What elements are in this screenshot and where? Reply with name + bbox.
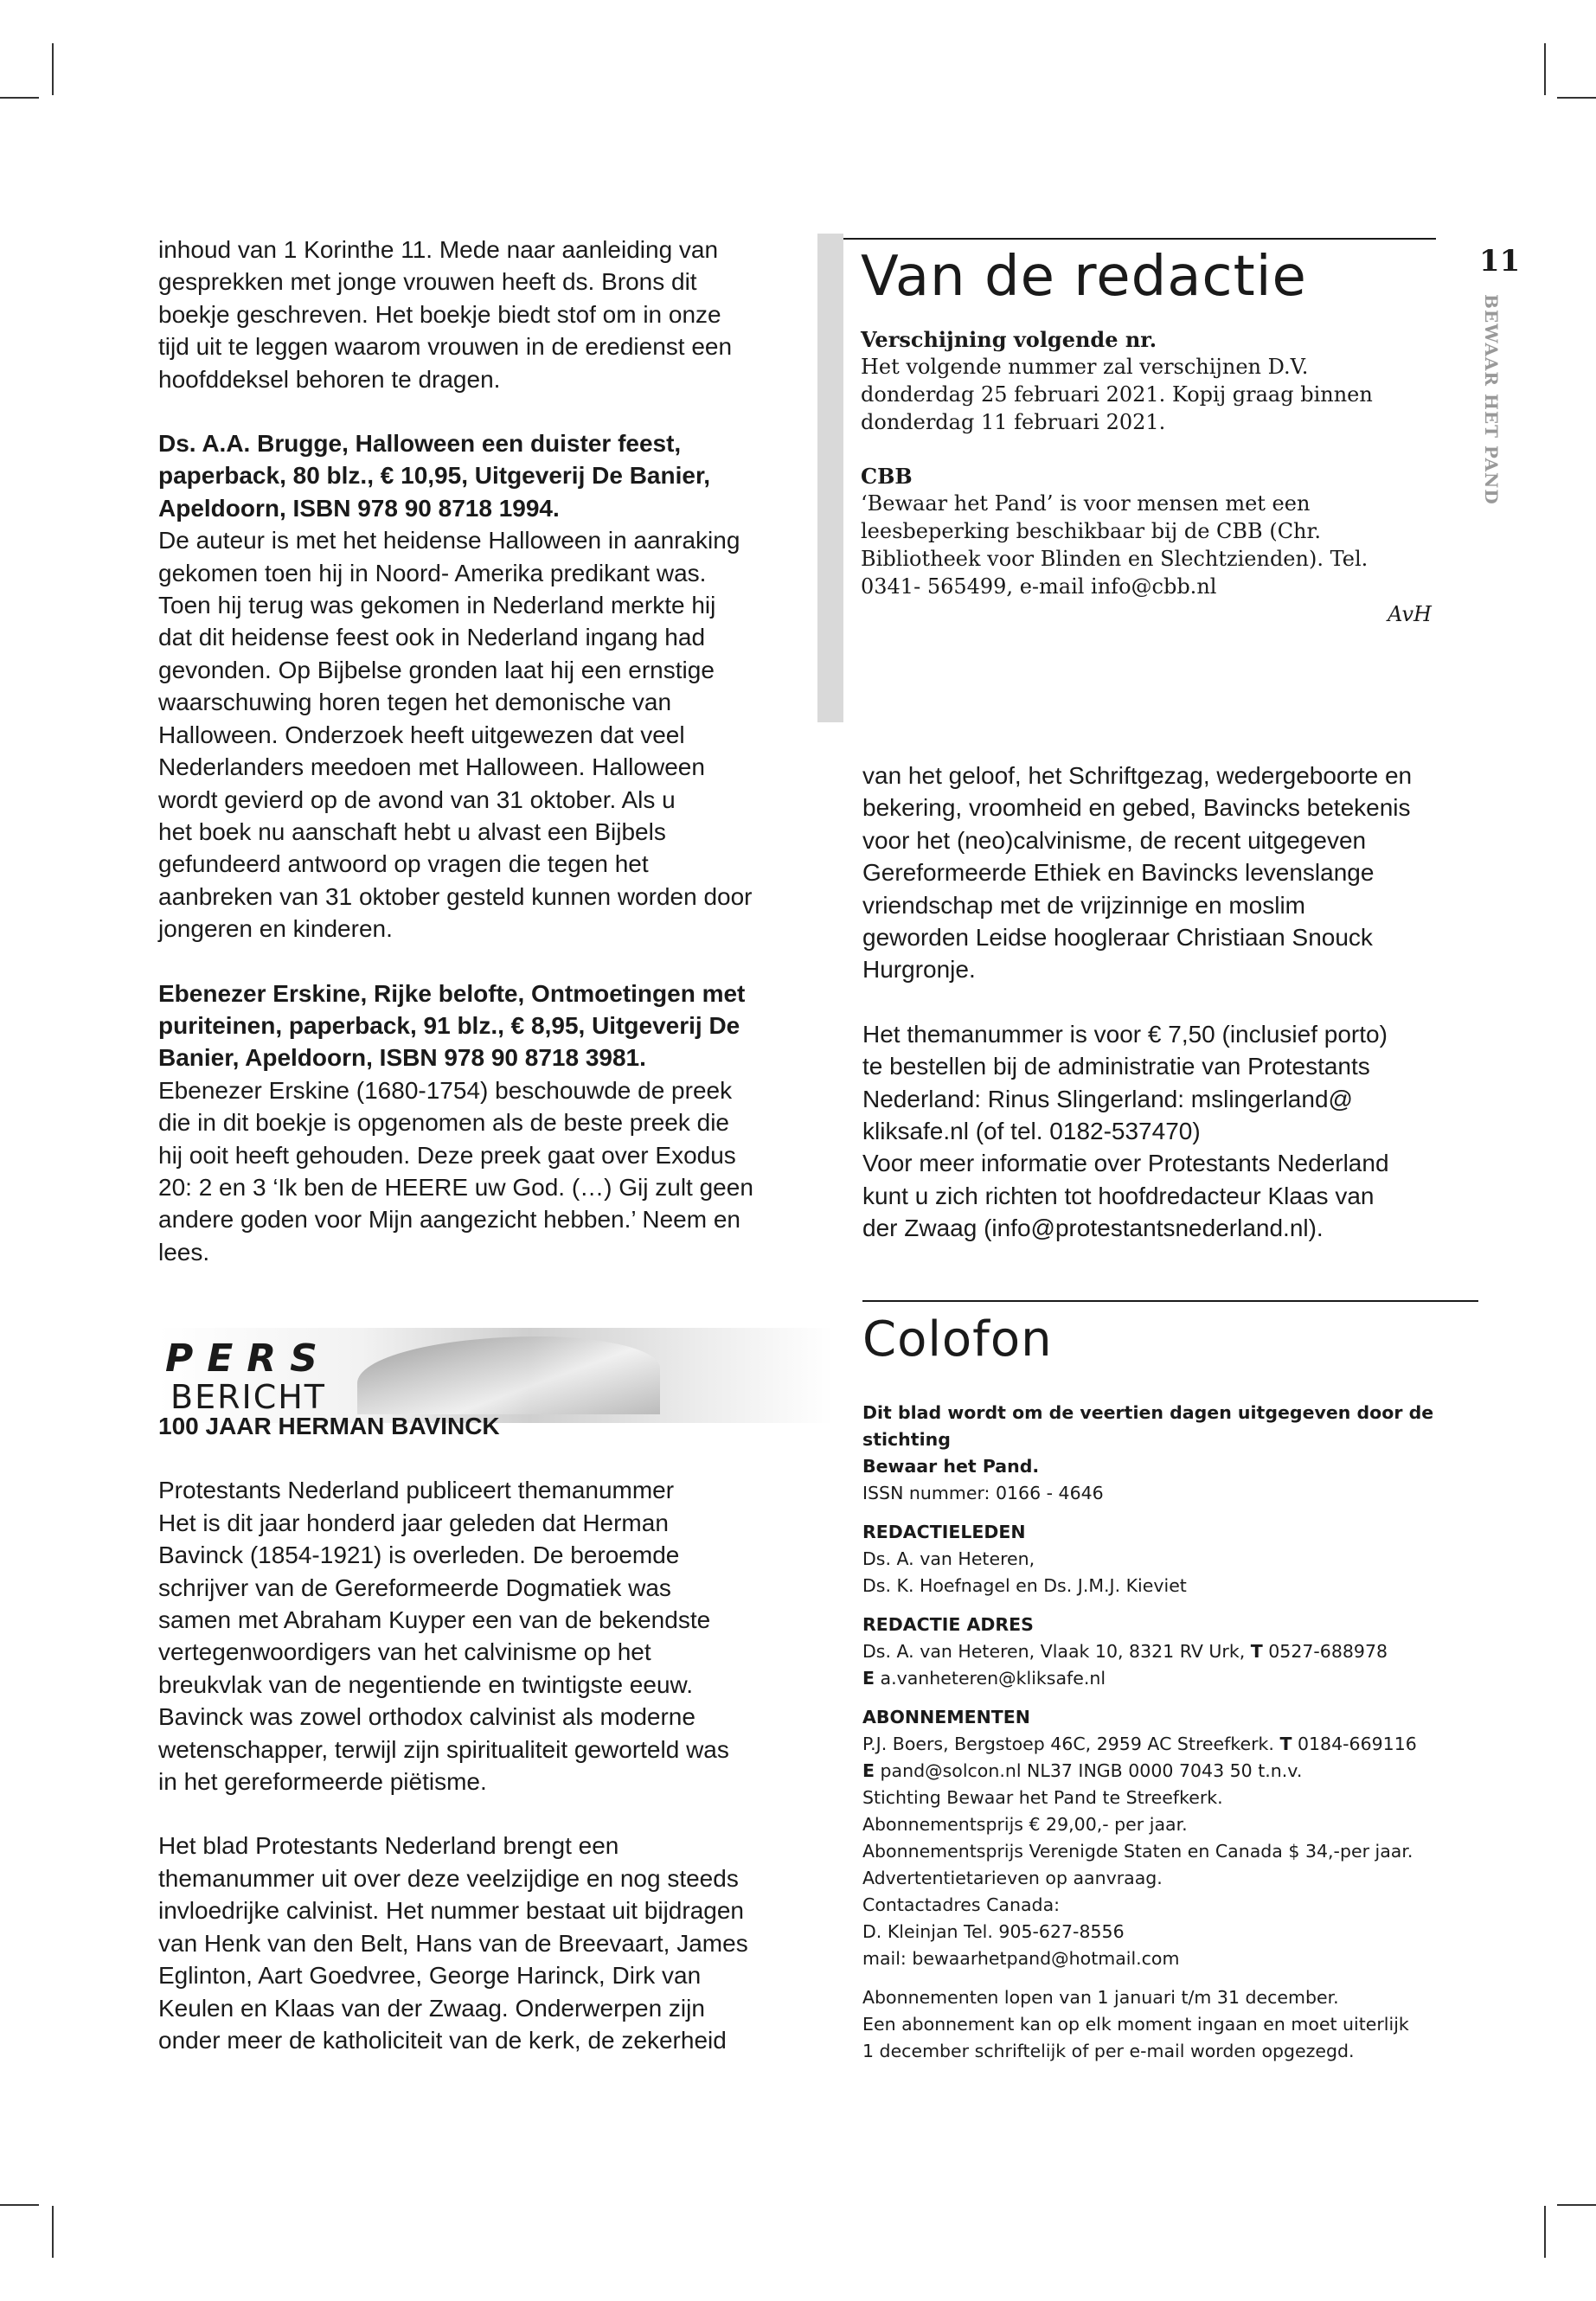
text-line: Ds. K. Hoefnagel en Ds. J.M.J. Kieviet	[862, 1575, 1187, 1596]
text-line: Ebenezer Erskine (1680-1754) beschouwde de preek	[158, 1076, 733, 1104]
crop-mark	[1544, 2206, 1546, 2258]
text-line: boekje geschreven. Het boekje biedt stof om in onze	[158, 300, 721, 328]
text-line: onder meer de katholiciteit van de kerk, de zekerheid	[158, 2026, 727, 2054]
text-line: der Zwaag (info@protestantsnederland.nl).	[862, 1215, 1324, 1242]
redactie-top-rule	[843, 238, 1436, 240]
text-line: Het is dit jaar honderd jaar geleden dat Herman	[158, 1509, 669, 1536]
text-line: dat dit heidense feest ook in Nederland ingang had	[158, 624, 706, 651]
left-column	[158, 234, 790, 1268]
crop-mark	[52, 43, 54, 95]
text-line: Halloween. Onderzoek heeft uitgewezen dat veel	[158, 721, 685, 748]
text-line: 1 december schriftelijk of per e-mail worden opgezegd.	[862, 2041, 1355, 2061]
text-line: hij ooit heeft gehouden. Deze preek gaat over Exodus	[158, 1141, 736, 1169]
text-line: donderdag 25 februari 2021. Kopij graag binnen	[861, 382, 1373, 407]
colofon	[862, 1306, 1468, 2065]
vertical-magazine-title: BEWAAR HET PAND	[1481, 294, 1502, 505]
redactie-subhead: Verschijning volgende nr.	[861, 327, 1157, 352]
text-line: gesprekken met jonge vrouwen heeft ds. Brons dit	[158, 268, 697, 296]
text-line: Advertentietarieven op aanvraag.	[862, 1868, 1163, 1888]
email-line	[862, 1665, 1468, 1692]
text-line: Ds. A. van Heteren,	[862, 1548, 1035, 1569]
text-line: kunt u zich richten tot hoofdredacteur Klaas van	[862, 1182, 1375, 1209]
crop-mark	[0, 2204, 39, 2206]
colofon-note	[862, 1984, 1468, 2065]
text-line: gekomen toen hij in Noord- Amerika predikant was.	[158, 559, 707, 586]
text-line: leesbeperking beschikbaar bij de CBB (Chr.	[861, 519, 1321, 543]
text-line: Keulen en Klaas van der Zwaag. Onderwerpen zijn	[158, 1994, 705, 2022]
text-line: D. Kleinjan Tel. 905-627-8556	[862, 1921, 1125, 1942]
colofon-intro	[862, 1400, 1468, 1480]
text-line: bekering, vroomheid en gebed, Bavincks betekenis	[862, 794, 1411, 822]
text-line: De auteur is met het heidense Halloween in aanraking	[158, 527, 740, 554]
text-line: Bavinck was zowel orthodox calvinist als moderne	[158, 1703, 695, 1731]
email-address: a.vanheteren@kliksafe.nl	[875, 1668, 1106, 1689]
text-line: Het blad Protestants Nederland brengt een	[158, 1832, 619, 1860]
redactie-title: Van de redactie	[861, 245, 1307, 309]
book-title-line: Apeldoorn, ISBN 978 90 8718 1994.	[158, 494, 560, 522]
email-label: E	[862, 1760, 875, 1781]
colofon-top-rule	[862, 1300, 1478, 1302]
crop-mark	[1544, 43, 1546, 95]
colofon-section-head: REDACTIELEDEN	[862, 1522, 1026, 1542]
text-line: van Henk van den Belt, Hans van de Breevaart, James	[158, 1929, 748, 1957]
text-line: Stichting Bewaar het Pand te Streefkerk.	[862, 1787, 1223, 1808]
phone-label: T	[1250, 1641, 1263, 1662]
text-line: mail: bewaarhetpand@hotmail.com	[862, 1948, 1180, 1969]
text-line: 0341- 565499, e-mail info@cbb.nl	[861, 574, 1217, 599]
text-line: Abonnementsprijs Verenigde Staten en Canada $ 34,-per jaar.	[862, 1841, 1413, 1862]
text-line: wetenschapper, terwijl zijn spiritualiteit geworteld was	[158, 1735, 729, 1763]
text-line: vertegenwoordigers van het calvinisme op het	[158, 1638, 651, 1666]
redactie-sidebar-bar	[817, 234, 843, 722]
text-line: Gereformeerde Ethiek en Bavincks levenslange	[862, 859, 1375, 887]
text-line: het boek nu aanschaft hebt u alvast een Bijbels	[158, 817, 666, 845]
text-line: in het gereformeerde piëtisme.	[158, 1768, 487, 1796]
address-text: Ds. A. van Heteren, Vlaak 10, 8321 RV Urk,	[862, 1641, 1251, 1662]
book-title-line: Ds. A.A. Brugge, Halloween een duister feest,	[158, 430, 682, 458]
text-line: Het themanummer is voor € 7,50 (inclusief porto)	[862, 1020, 1388, 1048]
colofon-section-head: REDACTIE ADRES	[862, 1614, 1034, 1635]
book-title-line: puriteinen, paperback, 91 blz., € 8,95, Uitgeverij De	[158, 1011, 740, 1039]
persbericht-column	[158, 1410, 790, 2056]
email-bank: pand@solcon.nl NL37 INGB 0000 7043 50 t.n.v.	[875, 1760, 1303, 1781]
crop-mark	[52, 2206, 54, 2258]
address-line	[862, 1731, 1468, 1758]
text-line: Dit blad wordt om de veertien dagen uitgegeven door de stichting	[862, 1402, 1434, 1450]
text-line: Eglinton, Aart Goedvree, George Harinck, Dirk van	[158, 1962, 702, 1990]
book-title-line: Banier, Apeldoorn, ISBN 978 90 8718 3981.	[158, 1044, 646, 1072]
text-line: Toen hij terug was gekomen in Nederland merkte hij	[158, 592, 716, 619]
page-number: 11	[1479, 244, 1521, 279]
text-line: gefundeerd antwoord op vragen die tegen het	[158, 850, 649, 878]
address-text: P.J. Boers, Bergstoep 46C, 2959 AC Streefkerk.	[862, 1734, 1280, 1754]
right-column	[862, 760, 1442, 1245]
text-line: kliksafe.nl (of tel. 0182-537470)	[862, 1118, 1201, 1145]
text-line: geworden Leidse hoogleraar Christiaan Snouck	[862, 924, 1373, 952]
text-line: wordt gevierd op de avond van 31 oktober. Als u	[158, 785, 676, 813]
text-line: tijd uit te leggen waarom vrouwen in de eredienst een	[158, 333, 733, 361]
phone-number: 0184-669116	[1292, 1734, 1417, 1754]
text-line: voor het (neo)calvinisme, de recent uitgegeven	[862, 826, 1367, 854]
phone-label: T	[1279, 1734, 1292, 1754]
text-line: ‘Bewaar het Pand’ is voor mensen met een	[861, 491, 1311, 516]
issn: ISSN nummer: 0166 - 4646	[862, 1483, 1104, 1503]
text-line: Abonnementsprijs € 29,00,- per jaar.	[862, 1814, 1188, 1835]
redactie-box	[861, 244, 1432, 628]
text-line: te bestellen bij de administratie van Protestants	[862, 1053, 1370, 1080]
crop-mark	[1557, 97, 1596, 99]
text-line: themanummer uit over deze veelzijdige en nog steeds	[158, 1864, 739, 1892]
text-line: die in dit boekje is opgenomen als de beste preek die	[158, 1109, 729, 1137]
text-line: schrijver van de Gereformeerde Dogmatiek was	[158, 1574, 671, 1601]
phone-number: 0527-688978	[1262, 1641, 1388, 1662]
text-line: vriendschap met de vrijzinnige en moslim	[862, 891, 1305, 919]
text-line: jongeren en kinderen.	[158, 915, 393, 943]
text-line: donderdag 11 februari 2021.	[861, 410, 1166, 434]
text-line: waarschuwing horen tegen het demonische van	[158, 689, 672, 716]
banner-pers: PERS	[165, 1336, 331, 1381]
text-line: van het geloof, het Schriftgezag, wedergeboorte en	[862, 762, 1413, 789]
text-line: inhoud van 1 Korinthe 11. Mede naar aanleiding van	[158, 236, 719, 263]
text-line: Hurgronje.	[862, 956, 976, 984]
text-line: Nederland: Rinus Slingerland: mslingerland@	[862, 1085, 1353, 1112]
text-line: Abonnementen lopen van 1 januari t/m 31 december.	[862, 1987, 1339, 2008]
banner-bericht: BERICHT	[170, 1378, 327, 1416]
text-line: hoofddeksel behoren te dragen.	[158, 365, 501, 393]
text-line: invloedrijke calvinist. Het nummer bestaat uit bijdragen	[158, 1897, 744, 1925]
text-line: lees.	[158, 1238, 210, 1266]
crop-mark	[0, 97, 39, 99]
text-line: aanbreken van 31 oktober gesteld kunnen worden door	[158, 882, 753, 910]
persbericht-title: 100 JAAR HERMAN BAVINCK	[158, 1413, 500, 1439]
email-line	[862, 1758, 1468, 1785]
text-line: andere goden voor Mijn aangezicht hebben.’ Neem en	[158, 1206, 740, 1234]
book-title-line: Ebenezer Erskine, Rijke belofte, Ontmoetingen met	[158, 979, 746, 1007]
colofon-section-head: ABONNEMENTEN	[862, 1707, 1030, 1727]
text-line: 20: 2 en 3 ‘Ik ben de HEERE uw God. (…) Gij zult geen	[158, 1173, 753, 1201]
crop-mark	[1557, 2204, 1596, 2206]
text-line: Bavinck (1854-1921) is overleden. De beroemde	[158, 1541, 680, 1569]
email-label: E	[862, 1668, 875, 1689]
text-line: breukvlak van de negentiende en twintigste eeuw.	[158, 1670, 693, 1698]
redactie-signature: AvH	[1388, 602, 1432, 626]
text-line: Voor meer informatie over Protestants Nederland	[862, 1150, 1389, 1177]
address-line	[862, 1638, 1468, 1665]
text-line: samen met Abraham Kuyper een van de bekendste	[158, 1606, 711, 1634]
text-line: Een abonnement kan op elk moment ingaan en moet uiterlijk	[862, 2014, 1409, 2035]
text-line: gevonden. Op Bijbelse gronden laat hij een ernstige	[158, 656, 715, 683]
banner-decoration	[357, 1336, 660, 1414]
text-line: Nederlanders meedoen met Halloween. Halloween	[158, 753, 705, 781]
colofon-title: Colofon	[862, 1311, 1053, 1368]
redactie-subhead: CBB	[861, 464, 913, 489]
text-line: Protestants Nederland publiceert themanummer	[158, 1477, 675, 1504]
book-title-line: paperback, 80 blz., € 10,95, Uitgeverij De Banier,	[158, 462, 711, 490]
text-line: Bewaar het Pand.	[862, 1456, 1040, 1477]
persbericht-banner	[158, 1328, 833, 1423]
text-line: Bibliotheek voor Blinden en Slechtzienden). Tel.	[861, 547, 1368, 571]
text-line: Contactadres Canada:	[862, 1894, 1061, 1915]
text-line: Het volgende nummer zal verschijnen D.V.	[861, 355, 1309, 379]
